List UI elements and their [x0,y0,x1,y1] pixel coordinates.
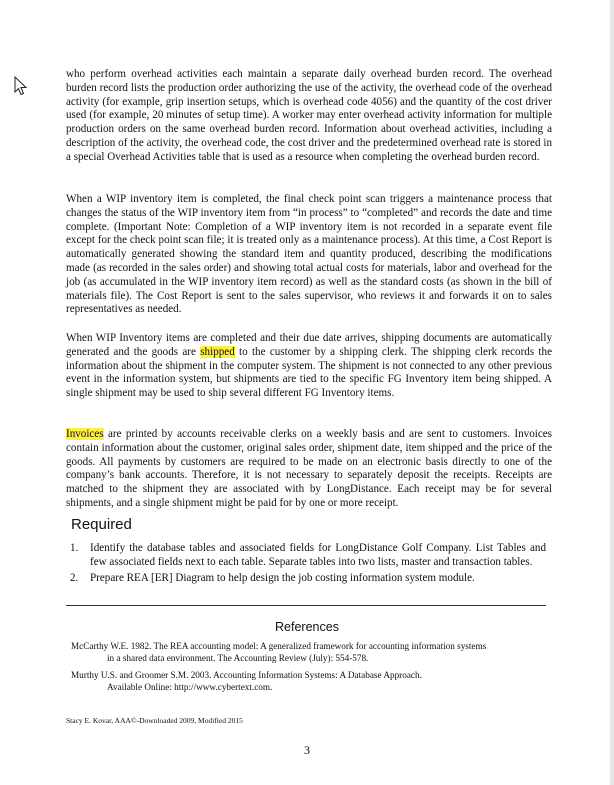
required-heading: Required [71,516,132,533]
reference-text: McCarthy W.E. 1982. The REA accounting model: A generalized framework for accounting information systems [71,641,487,651]
paragraph-overhead: who perform overhead activities each maintain a separate daily overhead burden record. The overhead burden record lists the production order authorizing the use of the activity, the overhead code of the overhead activity (for example, grip insertion setups, which is overhead code 4056) and the quantity of the cost driver used (for example, 20 minutes of setup time). A worker may enter overhead activity information for multiple production orders on the same overhead burden record. Information about overhead activities, including a description of the activity, the overhead code, the cost driver and the predetermined overhead rate is stored in a special Overhead Activities table that is used as a resource when completing the overhead burden record. [66,68,552,163]
references-heading: References [275,620,339,634]
list-text: Identify the database tables and associated fields for LongDistance Golf Company. List Tables and few associated fields next to each table. Separate tables into two lists, master and transaction tables. [90,542,546,568]
paragraph-shipping [66,332,552,401]
mouse-pointer-icon [14,76,28,96]
list-number: 2. [70,571,79,584]
list-item [66,572,546,586]
reference-item [71,670,541,693]
reference-text: Available Online: http://www.cybertext.com. [107,681,273,692]
paragraph-text: are printed by accounts receivable clerks on a weekly basis and are sent to customers. Invoices contain information about the customer, original sales order, shipment date, item shipped and the price of the goods. All payments by customers are required to be made on an electronic basis directly to one of the company’s bank accounts. Therefore, it is not necessary to separately deposit the receipts. Receipts are matched to the shipment they are associated with by LongDistance. Each receipt may be for several shipments, and a single shipment might be paid for by one or more receipt. [66,428,552,509]
paragraph-text: to the customer by a shipping clerk. The shipping clerk records the information about the shipment in the computer system. The shipment is not connected to any other previous event in the information system, but shipments are tied to the specific FG Inventory item being shipped. A single shipment may be used to ship several different FG Inventory items. [66,345,552,400]
page-edge [610,0,614,785]
footer-credit: Stacy E. Kovar, AAA©-Downloaded 2009, Modified 2015 [66,716,243,725]
required-list [66,542,546,585]
divider [66,605,546,606]
paragraph-wip-completion: When a WIP inventory item is completed, the final check point scan triggers a maintenance process that changes the status of the WIP inventory item from “in process” to “completed” and records the date and time complete. (Important Note: Completion of a WIP inventory item is not recorded in a separate event file except for the check point scan file; it is treated only as a maintenance process). At this time, a Cost Report is automatically generated showing the standard item and quantity produced, describing the modifications made (as recorded in the sales order) and showing total actual costs for materials, labor and overhead for the job (as accumulated in the WIP inventory item record) as well as the standard costs (as shown in the bill of materials file). The Cost Report is sent to the sales supervisor, who reviews it and forwards it on to sales representatives as needed. [66,193,552,316]
reference-text: Murthy U.S. and Groomer S.M. 2003. Accounting Information Systems: A Database Approach. [71,670,422,680]
reference-item [71,641,541,664]
highlighted-word-invoices[interactable]: Invoices [66,428,104,440]
list-item [66,542,546,570]
reference-text: in a shared data environment. The Accounting Review (July): 554-578. [107,652,369,663]
list-text: Prepare REA [ER] Diagram to help design the job costing information system module. [90,571,475,584]
list-number: 1. [70,542,79,554]
paragraph-invoices [66,428,552,511]
page-number: 3 [304,743,310,757]
paragraph-text: When WIP Inventory items are completed and their due date arrives, shipping documents are automatically generated and the goods are [66,332,552,358]
highlighted-word-shipped[interactable]: shipped [200,345,235,358]
